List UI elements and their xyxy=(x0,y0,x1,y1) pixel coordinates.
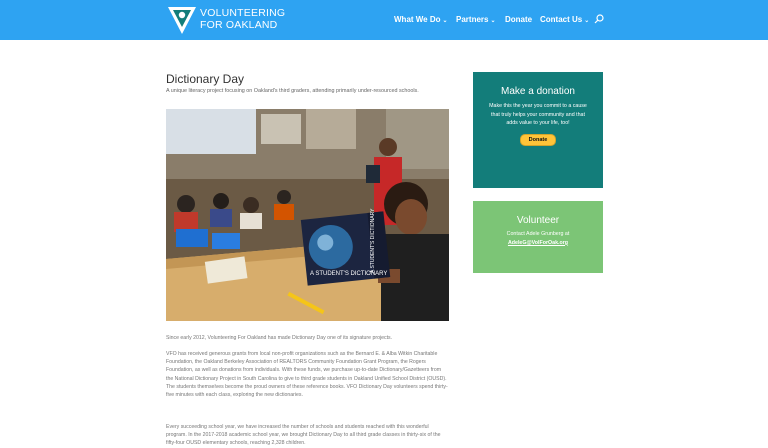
chevron-down-icon: ⌄ xyxy=(490,18,496,24)
vfo-logo-icon[interactable] xyxy=(166,4,198,36)
nav-item-donate[interactable] xyxy=(505,15,532,24)
site-header xyxy=(0,0,768,40)
paypal-donate-button[interactable]: Donate xyxy=(520,134,557,146)
classroom-photo xyxy=(166,109,449,321)
volunteer-contact: Contact Adele Grunberg at xyxy=(506,231,570,237)
page-title: Dictionary Day xyxy=(166,72,245,86)
brand-line-2: FOR OAKLAND xyxy=(200,18,278,31)
volunteer-text xyxy=(489,230,587,247)
volunteer-title: Volunteer xyxy=(516,215,560,226)
volunteer-email-link[interactable]: AdeleG@VolForOak.org xyxy=(507,239,569,246)
brand-line-1: VOLUNTEERING xyxy=(200,7,286,19)
nav-label: What We Do xyxy=(394,15,441,24)
nav-label: Donate xyxy=(505,15,533,24)
site-brand[interactable] xyxy=(200,8,285,31)
paragraph-2: VFO has received generous grants from local non-profit organizations such as the Bernard E. & Alba Witkin Charitable Foundation, the Oakland Berkeley Association of REALTORS Community Foundation Grant Program, the Rogers Foundation, as well as donations from individuals. With these funds, we purchase up-to-date Dictionary/Gazetteers from the National Dictionary Project in South Carolina to give to third grade students in Oakland Unified School District (OUSD). The students themselves become the proud owners of these reference books. VFO Dictionary Day volunteers spend thirty-five minutes with each class, exploring the new dictionaries. xyxy=(166,351,448,399)
paragraph-1: Since early 2012, Volunteering For Oakland has made Dictionary Day one of its signature projects. xyxy=(166,335,393,341)
book-cover-text: A STUDENT'S DICTIONARY xyxy=(310,271,388,277)
nav-label: Partners xyxy=(456,15,489,24)
donation-text: Make this the year you commit to a cause that truly helps your community and that adds value to your life, too! xyxy=(489,103,587,127)
search-icon[interactable] xyxy=(594,14,604,24)
nav-label: Contact Us xyxy=(540,15,583,24)
donation-card xyxy=(473,72,603,188)
classroom-photo-illustration xyxy=(166,109,449,321)
donation-title: Make a donation xyxy=(501,86,575,97)
page-subtitle: A unique literacy project focusing on Oakland's third graders, attending primarily under-resourced schools. xyxy=(166,88,419,94)
nav-item-contact-us[interactable] xyxy=(540,15,589,24)
chevron-down-icon: ⌄ xyxy=(442,18,448,24)
volunteer-card xyxy=(473,201,603,273)
chevron-down-icon: ⌄ xyxy=(584,18,590,24)
nav-item-what-we-do[interactable] xyxy=(394,15,448,24)
book-spine-text: A STUDENT'S DICTIONARY xyxy=(370,208,376,273)
paragraph-3: Every succeeding school year, we have increased the number of schools and students reached with this wonderful program. In the 2017-2018 academic school year, we brought Dictionary Day to all third grade classes in thirty-six of the fifty-four OUSD elementary schools, reaching 2,328 children. xyxy=(166,424,441,447)
nav-item-partners[interactable] xyxy=(456,15,496,24)
